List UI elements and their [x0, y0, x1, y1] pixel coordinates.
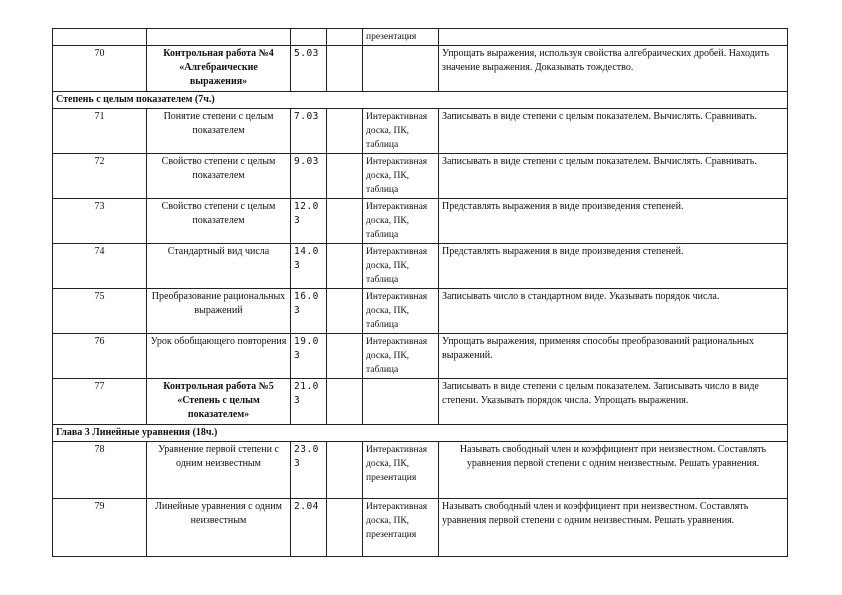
- lesson-topic: Свойство степени с целым показателем: [147, 154, 291, 199]
- section-header-row: [53, 92, 788, 109]
- lesson-plan-table: [52, 28, 788, 557]
- lesson-equipment: Интерактивная доска, ПК, таблица: [363, 244, 439, 289]
- lesson-date: 9.03: [291, 154, 327, 199]
- fact-date-cell: [327, 334, 363, 379]
- section-header-row: [53, 425, 788, 442]
- lesson-equipment: Интерактивная доска, ПК, таблица: [363, 154, 439, 199]
- fact-date-cell: [327, 29, 363, 46]
- lesson-equipment: Интерактивная доска, ПК, таблица: [363, 334, 439, 379]
- table-row: [53, 29, 788, 46]
- lesson-date: 19.03: [291, 334, 327, 379]
- lesson-topic: Линейные уравнения с одним неизвестным: [147, 499, 291, 557]
- lesson-number: 74: [53, 244, 147, 289]
- table-row: [53, 199, 788, 244]
- fact-date-cell: [327, 109, 363, 154]
- lesson-number: 70: [53, 46, 147, 92]
- lesson-number: 75: [53, 289, 147, 334]
- lesson-topic: Урок обобщающего повторения: [147, 334, 291, 379]
- lesson-number: 76: [53, 334, 147, 379]
- lesson-topic: Контрольная работа №4 «Алгебраические выражения»: [147, 46, 291, 92]
- table-row: [53, 379, 788, 425]
- lesson-equipment: Интерактивная доска, ПК, презентация: [363, 442, 439, 499]
- table-row: [53, 46, 788, 92]
- lesson-activity: Записывать в виде степени с целым показателем. Вычислять. Сравнивать.: [439, 109, 788, 154]
- lesson-activity: Записывать число в стандартном виде. Указывать порядок числа.: [439, 289, 788, 334]
- lesson-equipment: [363, 46, 439, 92]
- table-row: [53, 244, 788, 289]
- fact-date-cell: [327, 499, 363, 557]
- lesson-date: 16.03: [291, 289, 327, 334]
- lesson-equipment: Интерактивная доска, ПК, таблица: [363, 289, 439, 334]
- lesson-activity: Представлять выражения в виде произведения степеней.: [439, 244, 788, 289]
- date-cell: [291, 29, 327, 46]
- lesson-topic: Уравнение первой степени с одним неизвестным: [147, 442, 291, 499]
- table-row: [53, 442, 788, 499]
- fact-date-cell: [327, 199, 363, 244]
- num-cell: [53, 29, 147, 46]
- lesson-topic: Преобразование рациональных выражений: [147, 289, 291, 334]
- lesson-number: 73: [53, 199, 147, 244]
- lesson-equipment: [363, 379, 439, 425]
- fact-date-cell: [327, 289, 363, 334]
- lesson-equipment: Интерактивная доска, ПК, таблица: [363, 109, 439, 154]
- lesson-equipment: Интерактивная доска, ПК, презентация: [363, 499, 439, 557]
- lesson-activity: Записывать в виде степени с целым показателем. Вычислять. Сравнивать.: [439, 154, 788, 199]
- lesson-topic: Понятие степени с целым показателем: [147, 109, 291, 154]
- table-row: [53, 109, 788, 154]
- fact-date-cell: [327, 154, 363, 199]
- lesson-topic: Контрольная работа №5 «Степень с целым показателем»: [147, 379, 291, 425]
- table-row: [53, 499, 788, 557]
- lesson-topic: Стандартный вид числа: [147, 244, 291, 289]
- fact-date-cell: [327, 46, 363, 92]
- lesson-activity: Представлять выражения в виде произведения степеней.: [439, 199, 788, 244]
- lesson-number: 78: [53, 442, 147, 499]
- lesson-number: 79: [53, 499, 147, 557]
- lesson-date: 2.04: [291, 499, 327, 557]
- table-row: [53, 289, 788, 334]
- fact-date-cell: [327, 379, 363, 425]
- lesson-activity: Записывать в виде степени с целым показателем. Записывать число в виде степени. Указывать порядок числа. Упрощать выражения.: [439, 379, 788, 425]
- lesson-date: 12.03: [291, 199, 327, 244]
- lesson-number: 72: [53, 154, 147, 199]
- lesson-equipment: Интерактивная доска, ПК, таблица: [363, 199, 439, 244]
- lesson-date: 21.03: [291, 379, 327, 425]
- lesson-activity: Называть свободный член и коэффициент при неизвестном. Составлять уравнения первой степени с одним неизвестным. Решать уравнения.: [439, 499, 788, 557]
- lesson-number: 71: [53, 109, 147, 154]
- lesson-date: 7.03: [291, 109, 327, 154]
- lesson-number: 77: [53, 379, 147, 425]
- equipment-cell: презентация: [363, 29, 439, 46]
- lesson-date: 5.03: [291, 46, 327, 92]
- lesson-topic: Свойство степени с целым показателем: [147, 199, 291, 244]
- fact-date-cell: [327, 244, 363, 289]
- section-title: Глава 3 Линейные уравнения (18ч.): [53, 425, 788, 442]
- activity-cell: [439, 29, 788, 46]
- table-row: [53, 334, 788, 379]
- fact-date-cell: [327, 442, 363, 499]
- lesson-activity: Упрощать выражения, используя свойства алгебраических дробей. Находить значение выражения. Доказывать тождество.: [439, 46, 788, 92]
- topic-cell: [147, 29, 291, 46]
- lesson-activity: Называть свободный член и коэффициент при неизвестном. Составлять уравнения первой степени с одним неизвестным. Решать уравнения.: [439, 442, 788, 499]
- section-title: Степень с целым показателем (7ч.): [53, 92, 788, 109]
- table-row: [53, 154, 788, 199]
- lesson-date: 14.03: [291, 244, 327, 289]
- lesson-activity: Упрощать выражения, применяя способы преобразований рациональных выражений.: [439, 334, 788, 379]
- table-body: [53, 29, 788, 557]
- lesson-date: 23.03: [291, 442, 327, 499]
